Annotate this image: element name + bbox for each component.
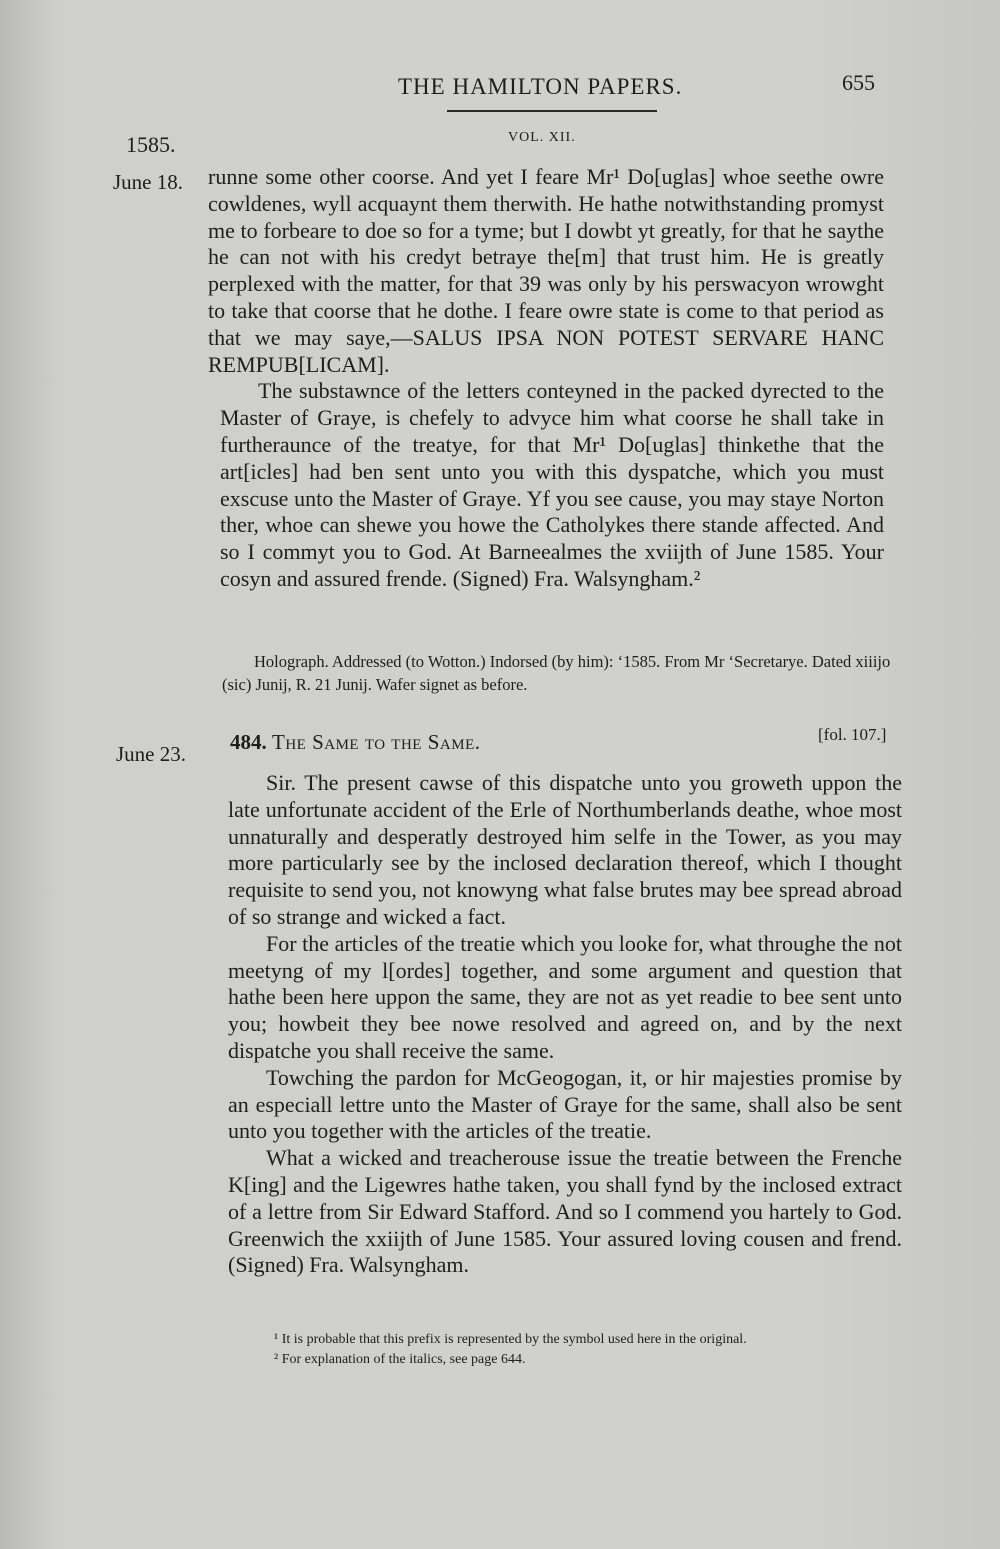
footnote-2: ² For explanation of the italics, see page 644.: [274, 1352, 526, 1367]
holograph-note-text: Holograph. Addressed (to Wotton.) Indorsed (by him): ‘1585. From Mr ‘Secretarye. Dated xiiijo (sic) Junij, R. 21 Junij. Wafer signet as before.: [222, 652, 891, 694]
letter-1-paragraph-2: The substawnce of the letters conteyned in the packed dyrected to the Master of Graye, is chefely to advyce him what coorse he shall take in furtheraunce of the treatye, for that Mr¹ Do[uglas] thinkethe that the art[icles] had ben sent unto you with this dyspatche, which you must exscuse unto the Master of Graye. Yf you see cause, you may staye Norton ther, whoe can shewe you howe the Catholykes there stande affected. And so I commyt you to God. At Barneealmes the xviijth of June 1585. Your cosyn and assured frende. (Signed) Fra. Walsyngham.²: [220, 378, 884, 591]
running-header: THE HAMILTON PAPERS.: [398, 74, 683, 99]
entry-title: The Same to the Same.: [272, 730, 481, 754]
letter-2-paragraph-3: Towching the pardon for McGeogogan, it, or hir majesties promise by an especiall lettre unto the Master of Graye for the same, shall also be sent unto you together with the articles of the treatie.: [228, 1064, 902, 1144]
page-number: 655: [842, 70, 875, 95]
letter-2-body: [228, 770, 902, 1279]
letter-2-paragraph-1: Sir. The present cawse of this dispatche unto you groweth uppon the late unfortunate accident of the Erle of Northumberlands deathe, whoe most unnaturally and desperatly destroyed him selfe in the Tower, as you may more particularly see by the inclosed declaration thereof, which I thought requisite to send you, not knowyng what false brutes may bee spread abroad of so strange and wicked a fact.: [228, 770, 902, 929]
letter-2-paragraph-2: For the articles of the treatie which you looke for, what throughe the not meetyng of my l[ordes] together, and some argument and question that hathe been here uppon the same, they are not as yet readie to bee sent unto you; howbeit they bee nowe resolved and agreed on, and by the next dispatche you shall receive the same.: [228, 930, 902, 1063]
entry-heading: [230, 730, 480, 755]
letter-1-body: [208, 164, 884, 593]
letter-2-paragraph-4: What a wicked and treacherouse issue the treatie between the Frenche K[ing] and the Ligewres hathe taken, you shall fynd by the inclosed extract of a lettre from Sir Edward Stafford. And so I commend you hartely to God. Greenwich the xxiijth of June 1585. Your assured loving cousen and frend. (Signed) Fra. Walsyngham.: [228, 1145, 902, 1278]
header-rule: [447, 110, 657, 112]
margin-year: 1585.: [126, 132, 176, 157]
letter-1-paragraph-1: runne some other coorse. And yet I feare Mr¹ Do[uglas] whoe seethe owre cowldenes, wyll acquaynt them therwith. He hathe notwithstanding promyst me to forbeare to doe so for a tyme; but I dowbt yt greatly, for that he saythe he can not with his credyt betraye the[m] that trust him. He is greatly perplexed with the matter, for that 39 was only by his perswacyon wrowght to take that coorse that he dothe. I feare owre state is come to that period as that we may saye,—SALUS IPSA NON POTEST SERVARE HANC REMPUB[LICAM].: [208, 164, 884, 377]
volume-label: VOL. XII.: [508, 130, 576, 145]
footnote-1: ¹ It is probable that this prefix is represented by the symbol used here in the original.: [274, 1332, 747, 1347]
folio-reference: [fol. 107.]: [818, 725, 887, 744]
margin-date-june-23: June 23.: [116, 742, 186, 766]
entry-number: 484.: [230, 730, 267, 754]
footnotes: [244, 1330, 916, 1370]
holograph-note: [222, 650, 892, 696]
margin-date-june-18: June 18.: [113, 170, 183, 194]
